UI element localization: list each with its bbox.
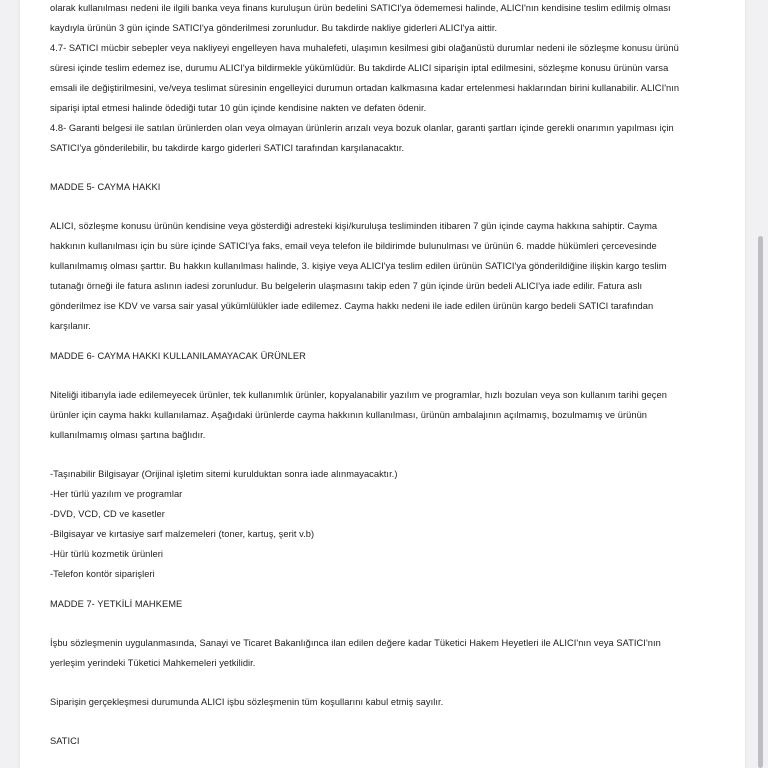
list-item: -Hür türlü kozmetik ürünleri [50, 549, 163, 559]
madde5-body [50, 216, 730, 336]
clause-4-7: 4.7- SATICI mücbir sebepler veya nakliyeyi engelleyen hava muhalefeti, ulaşımın kesilmesi gibi olağanüstü durumlar nedeni ile sözleşme konusu ürünü [50, 43, 679, 53]
list-item: -Telefon kontör siparişleri [50, 569, 155, 579]
scrollbar-thumb[interactable] [758, 236, 763, 768]
signature-label: SATICI [50, 736, 80, 746]
text-line: siparişi iptal etmesi halinde ödediği tutar 10 gün içinde kendisine nakten ve defaten ödenir. [50, 103, 427, 113]
text-line: emsali ile değiştirilmesini, ve/veya teslimat süresinin engelleyici durumun ortadan kalkmasına kadar ertelenmesi haklarından birini kullanabilir. ALICI'nın [50, 83, 680, 93]
closing-statement: Siparişin gerçekleşmesi durumunda ALICI işbu sözleşmenin tüm koşullarını kabul etmiş sayılır. [50, 697, 444, 707]
text-line: kullanılmamış olması şarttır. Bu hakkın kullanılması halinde, 3. kişiye veya ALICI'ya teslim edilen ürünün SATICI'ya gönderildiğine ilişkin kargo teslim [50, 261, 667, 271]
list-item: -Taşınabilir Bilgisayar (Orijinal işletim sitemi kurulduktan sonra iade alınmayacaktır.) [50, 469, 398, 479]
text-line: İşbu sözleşmenin uygulanmasında, Sanayi ve Ticaret Bakanlığınca ilan edilen değere kadar Tüketici Hakem Heyetleri ile ALICI'nın veya SATICI'nın [50, 638, 661, 648]
madde6-body [50, 385, 730, 445]
text-line: yerleşim yerindeki Tüketici Mahkemeleri yetkilidir. [50, 658, 256, 668]
text-line: tutanağı örneği ile fatura aslının iadesi zorunludur. Bu belgelerin ulaşmasını takip eden 7 gün içinde ürün bedeli ALICI'ya iade edilir. Fatura aslı [50, 281, 643, 291]
text-line: kaydıyla ürünün 3 gün içinde SATICI'ya gönderilmesi zorunludur. Bu takdirde nakliye giderleri ALICI'ya aittir. [50, 23, 498, 33]
madde5-heading: MADDE 5- CAYMA HAKKI [50, 182, 161, 192]
madde7-heading: MADDE 7- YETKİLİ MAHKEME [50, 599, 183, 609]
text-line: süresi içinde teslim edemez ise, durumu ALICI'ya bildirmekle yükümlüdür. Bu takdirde ALICI siparişin iptal edilmesini, sözleşme konusu ürünün varsa [50, 63, 669, 73]
section4-tail [50, 0, 730, 158]
text-line: ALICI, sözleşme konusu ürünün kendisine veya gösterdiği adresteki kişi/kuruluşa tesliminden itibaren 7 gün içinde cayma hakkına sahiptir. Cayma [50, 221, 658, 231]
text-line: hakkının kullanılması için bu süre içinde SATICI'ya faks, email veya telefon ile bildirimde bulunulması ve ürünün 6. madde hükümleri çercevesinde [50, 241, 657, 251]
list-item: -Her türlü yazılım ve programlar [50, 489, 183, 499]
list-item: -Bilgisayar ve kırtasiye sarf malzemeleri (toner, kartuş, şerit v.b) [50, 529, 315, 539]
madde6-heading: MADDE 6- CAYMA HAKKI KULLANILAMAYACAK ÜRÜNLER [50, 351, 306, 361]
text-line: kullanılmamış olması şartına bağlıdır. [50, 430, 206, 440]
text-line: SATICI'ya gönderilebilir, bu takdirde kargo giderleri SATICI tarafından karşılanacaktır. [50, 143, 405, 153]
clause-4-8: 4.8- Garanti belgesi ile satılan ürünlerden olan veya olmayan ürünlerin arızalı veya bozuk olanlar, garanti şartları içinde gerekli onarımın yapılması için [50, 123, 674, 133]
madde6-list [50, 464, 730, 584]
contract-text [50, 0, 730, 751]
text-line: olarak kullanılması nedeni ile ilgili banka veya finans kuruluşun ürün bedelini SATICI'ya ödememesi halinde, ALICI'nın kendisine teslim edilmiş olması [50, 3, 671, 13]
madde7-body [50, 633, 730, 673]
text-line: karşılanır. [50, 321, 91, 331]
text-line: ürünler için cayma hakkı kullanılamaz. Aşağıdaki ürünlerde cayma hakkının kullanılması, ürünün ambalajının açılmamış, bozulmamış ve ürünün [50, 410, 648, 420]
text-line: Niteliği itibarıyla iade edilemeyecek ürünler, tek kullanımlık ürünler, kopyalanabilir yazılım ve programlar, hızlı bozulan veya son kullanım tarihi geçen [50, 390, 667, 400]
list-item: -DVD, VCD, CD ve kasetler [50, 509, 165, 519]
text-line: gönderilmez ise KDV ve varsa sair yasal yükümlülükler iade edilemez. Cayma hakkı nedeni ile iade edilen ürünün kargo bedeli SATICI tarafından [50, 301, 654, 311]
